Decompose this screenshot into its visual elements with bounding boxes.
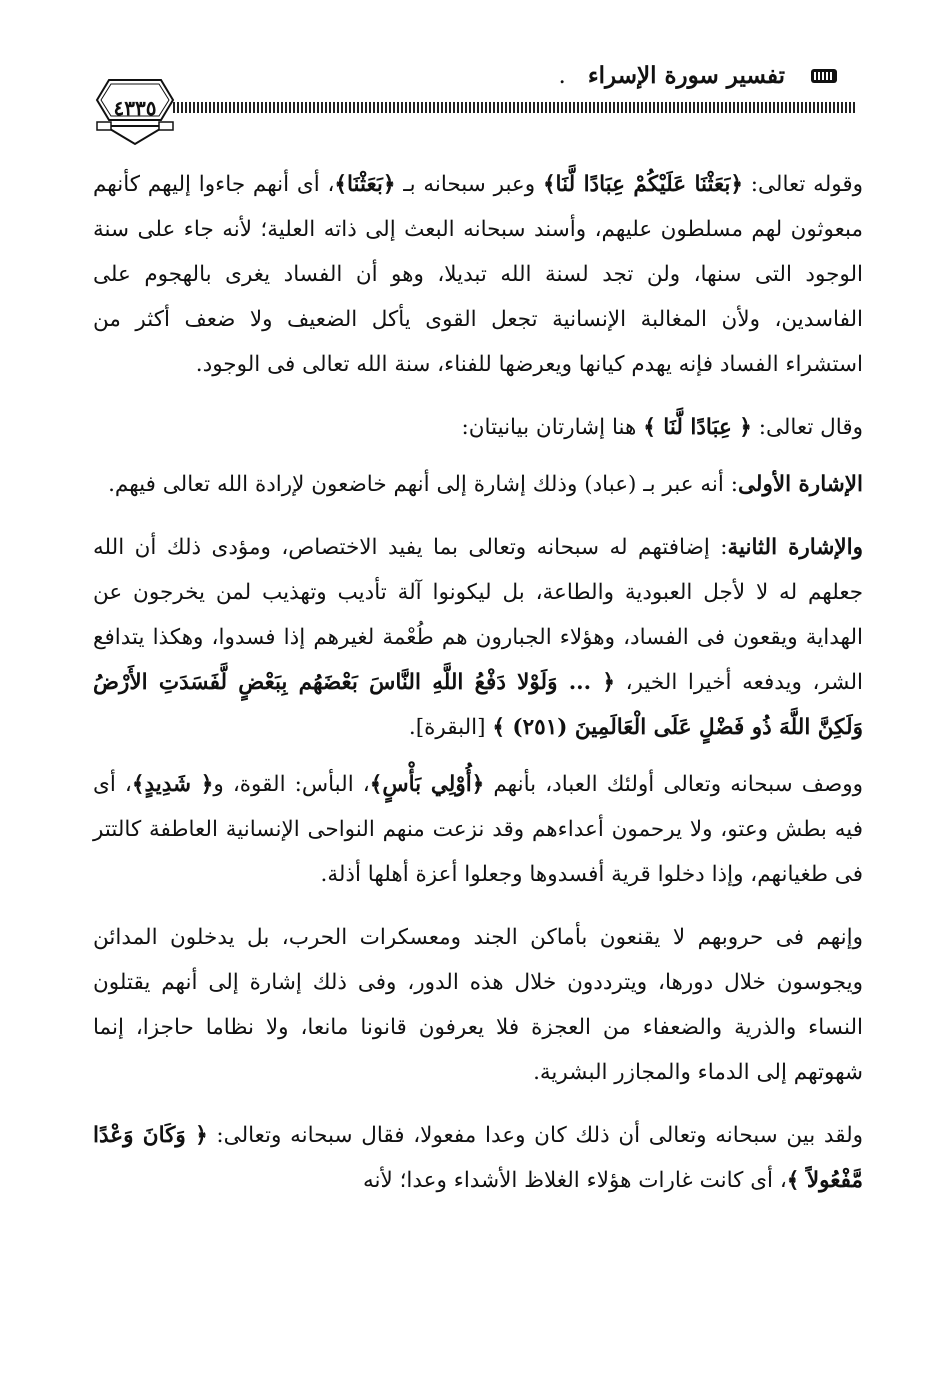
subheading: الإشارة الأولى <box>737 472 863 497</box>
quran-verse: ﴿بَعَثْنَا عَلَيْكُمْ عِبَادًا لَّنَا﴾ <box>542 172 743 197</box>
paragraph-7 <box>93 1113 863 1203</box>
paragraph-text: ووصف سبحانه وتعالى أولئك العباد، بأنهم <box>484 772 864 797</box>
page-body <box>93 162 863 1221</box>
paragraph-text: [البقرة]. <box>408 715 493 740</box>
quran-verse: ﴿ ... وَلَوْلا دَفْعُ اللَّهِ النَّاسَ بَعْضَهُم بِبَعْضٍ لَّفَسَدَتِ الأَرْضُ وَلَكِنَّ اللَّهَ ذُو فَضْلٍ عَلَى الْعَالَمِينَ (٢٥١) ﴾ <box>93 670 863 740</box>
paragraph-text: ، البأس: القوة، و <box>213 772 370 797</box>
quran-verse: ﴿بَعَثْنَا﴾ <box>334 172 396 197</box>
paragraph-text: ولقد بين سبحانه وتعالى أن ذلك كان وعدا مفعولا، فقال سبحانه وتعالى: <box>207 1123 864 1148</box>
page-number: ٤٣٣٥ <box>113 96 157 120</box>
paragraph-text: : أنه عبر بـ (عباد) وذلك إشارة إلى أنهم خاضعون لإرادة الله تعالى فيهم. <box>108 472 738 497</box>
paragraph-text: وإنهم فى حروبهم لا يقنعون بأماكن الجند ومعسكرات الحرب، بل يدخلون المدائن ويجوسون خلال دورها، ويترددون خلال هذه الدور، وفى ذلك إشارة إلى أنهم يقتلون النساء والذرية والضعفاء من العجزة فلا يعرفون قانونا مانعا، ولا نظاما حاجزا، إنما شهوتهم إلى الدماء والمجازر البشرية. <box>93 925 863 1085</box>
quran-verse: ﴿ عِبَادًا لَّنَا ﴾ <box>643 415 752 440</box>
paragraph-text: : إضافتهم له سبحانه وتعالى بما يفيد الاختصاص، ومؤدى ذلك أن الله جعلهم له لا لأجل العبودية والطاعة، بل ليكونوا آلة تأديب وتهذيب لمن يخرجون عن الهداية ويقعون فى الفساد، وهؤلاء الجبارون هم طُعْمة لغيرهم إذا فسدوا، وهكذا يتدافع الشر، ويدفعه أخيرا الخير، <box>93 535 863 695</box>
paragraph-text: ، أى كانت غارات هؤلاء الغلاظ الأشداء وعدا؛ لأنه <box>362 1168 787 1193</box>
paragraph-1 <box>93 162 863 387</box>
page-number-badge-icon <box>95 66 175 146</box>
title-separator: . <box>558 63 566 89</box>
paragraph-6 <box>93 915 863 1095</box>
header-ornament-icon <box>811 66 837 86</box>
quran-verse: ﴿ شَدِيدٍ﴾ <box>131 772 214 797</box>
surah-title-text: تفسير سورة الإسراء <box>587 62 785 89</box>
paragraph-text: ، أى فيه بطش وعتو، ولا يرحمون أعداءهم وقد نزعت منهم النواحى الإنسانية العاطفة كالتتر فى طغيانهم، وإذا دخلوا قرية أفسدوها وجعلوا أعزة أهلها أذلة. <box>93 772 863 887</box>
subheading: والإشارة الثانية <box>727 535 863 560</box>
surah-title <box>558 62 785 89</box>
paragraph-3 <box>93 462 863 507</box>
paragraph-2 <box>93 405 863 450</box>
paragraph-text: وعبر سبحانه بـ <box>395 172 543 197</box>
page-header <box>95 48 855 148</box>
paragraph-text: هنا إشارتان بيانيتان: <box>461 415 644 440</box>
paragraph-text: ، أى أنهم جاءوا إليهم كأنهم مبعوثون لهم مسلطون عليهم، وأسند سبحانه البعث إلى ذاته العلية؛ لأنه جاء على سنة الوجود التى سنها، ولن تجد لسنة الله تبديلا، وهو أن الفساد يغرى بالهجوم على الفاسدين، ولأن المغالبة الإنسانية تجعل القوى يأكل الضعيف ولا ضعف أكثر من استشراء الفساد فإنه يهدم كيانها ويعرضها للفناء، سنة الله تعالى فى الوجود. <box>93 172 863 377</box>
paragraph-text: وقال تعالى: <box>751 415 863 440</box>
quran-verse: ﴿ وَكَانَ وَعْدًا مَّفْعُولاً ﴾ <box>93 1123 863 1193</box>
paragraph-5 <box>93 762 863 897</box>
paragraph-4 <box>93 525 863 750</box>
header-rule <box>173 102 855 113</box>
quran-verse: ﴿أُوْلِي بَأْسٍ﴾ <box>369 772 485 797</box>
paragraph-text: وقوله تعالى: <box>742 172 864 197</box>
